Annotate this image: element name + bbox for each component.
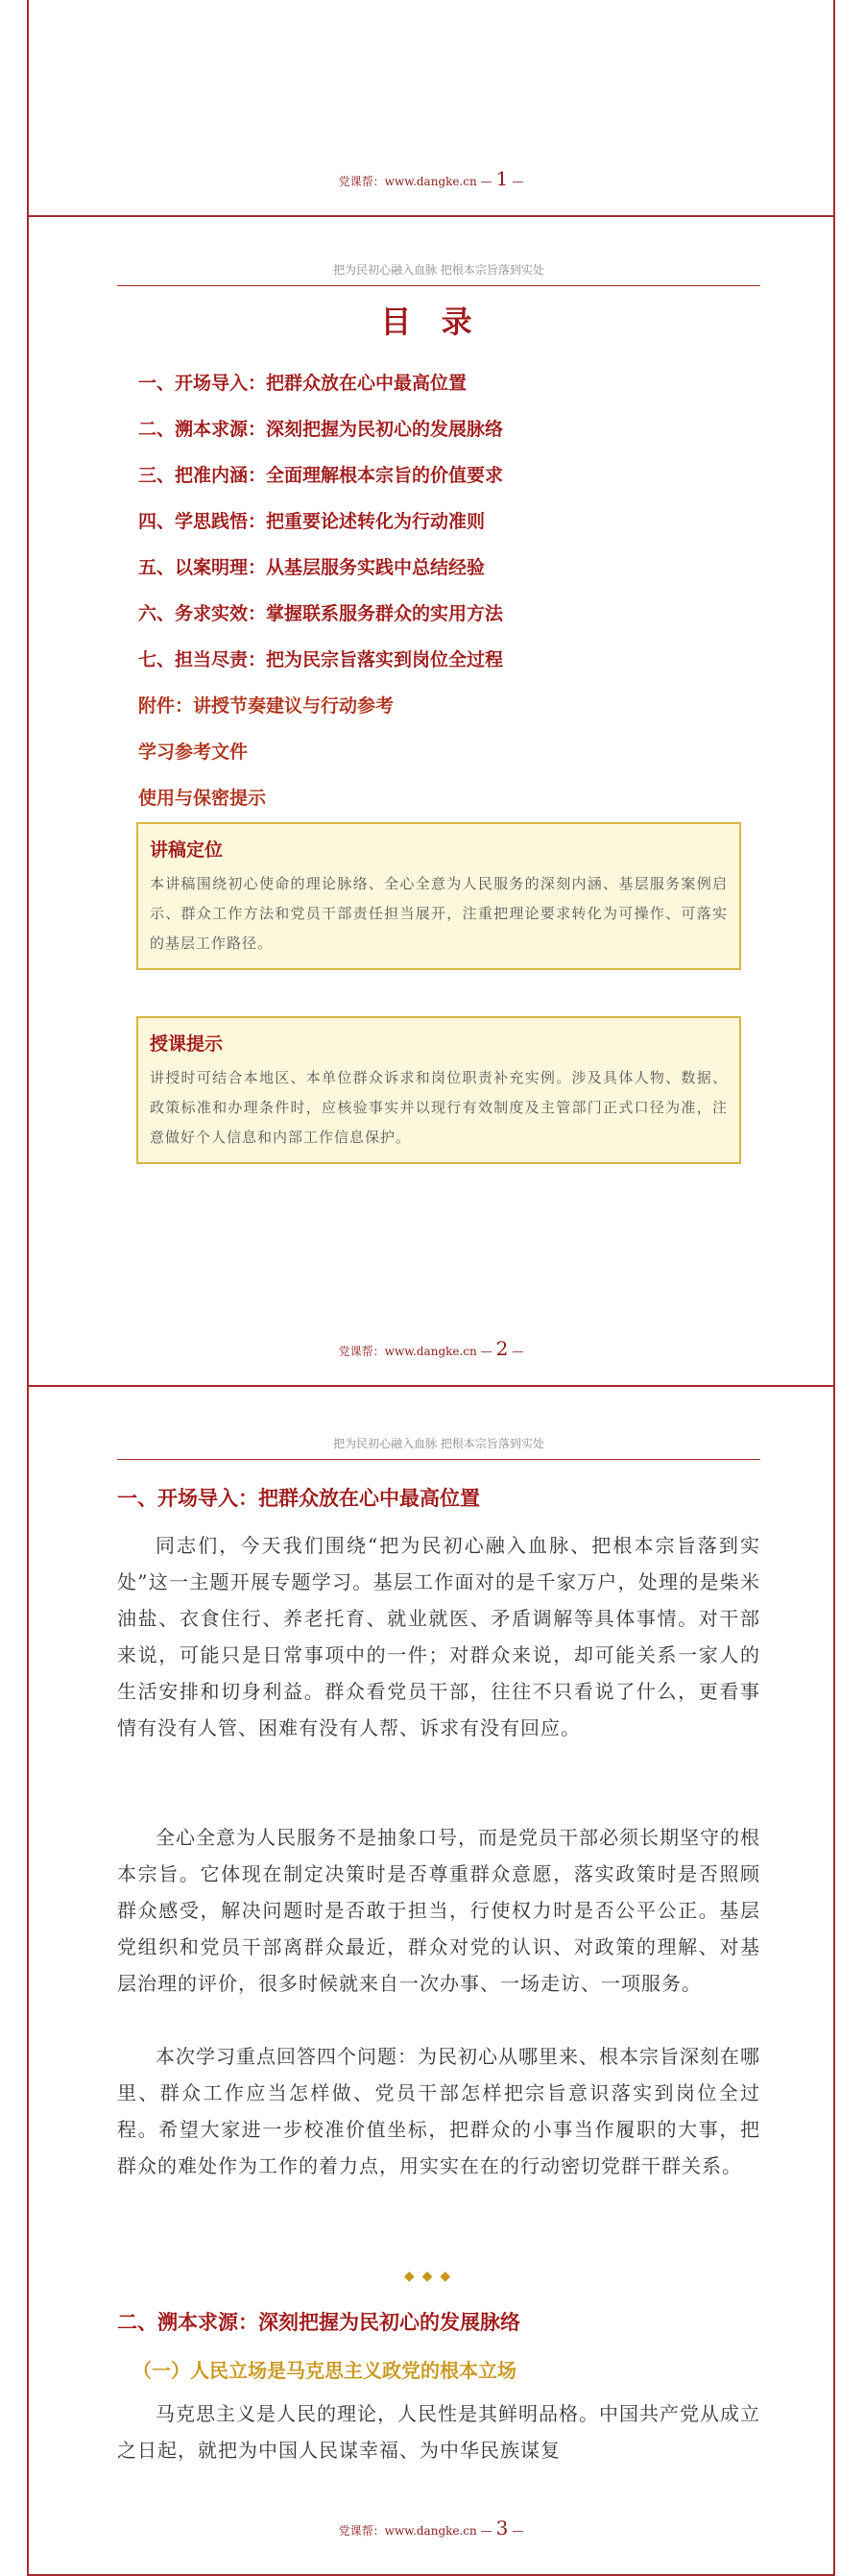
- body-paragraph: 马克思主义是人民的理论，人民性是其鲜明品格。中国共产党从成立之日起，就把为中国人民谋幸福、为中华民族谋复: [117, 2402, 760, 2462]
- toc-item[interactable]: 三、把准内涵：全面理解根本宗旨的价值要求: [138, 465, 504, 486]
- page-number: 3: [495, 2516, 509, 2540]
- note-body: 本讲稿围绕初心使命的理论脉络、全心全意为人民服务的深刻内涵、基层服务案例启示、群众工作方法和党员干部责任担当展开，注重把理论要求转化为可操作、可落实的基层工作路径。: [150, 875, 728, 952]
- toc-item[interactable]: 附件：讲授节奏建议与行动参考: [138, 695, 395, 717]
- footer-site: 党课帮：www.dangke.cn: [338, 175, 477, 188]
- note-box-positioning: [136, 822, 741, 970]
- toc-item[interactable]: 四、学思践悟：把重要论述转化为行动准则: [138, 511, 486, 532]
- toc-item[interactable]: 一、开场导入：把群众放在心中最高位置: [138, 373, 468, 394]
- toc-title: 目 录: [380, 304, 482, 340]
- page-footer: [29, 1337, 833, 1360]
- footer-dash: —: [512, 175, 524, 188]
- footer-site: 党课帮：www.dangke.cn: [338, 2524, 477, 2538]
- toc-item[interactable]: 七、担当尽责：把为民宗旨落实到岗位全过程: [138, 649, 504, 670]
- footer-dash: —: [512, 1345, 524, 1358]
- footer-dash: —: [480, 175, 492, 188]
- toc-item[interactable]: 使用与保密提示: [138, 788, 267, 809]
- footer-dash: —: [512, 2524, 524, 2538]
- body-paragraph: 同志们，今天我们围绕“把为民初心融入血脉、把根本宗旨落到实处”这一主题开展专题学习。基层工作面对的是千家万户，处理的是柴米油盐、衣食住行、养老托育、就业就医、矛盾调解等具体事情。对干部来说，可能只是日常事项中的一件；对群众来说，却可能关系一家人的生活安排和切身利益。群众看党员干部，往往不只看说了什么，更看事情有没有人管、困难有没有人帮、诉求有没有回应。: [117, 1534, 760, 1739]
- note-box-teaching-tips: [136, 1016, 741, 1164]
- page-number: 1: [495, 167, 509, 190]
- running-header: 把为民初心融入血脉 把根本宗旨落到实处: [117, 1435, 760, 1460]
- body-paragraph: 全心全意为人民服务不是抽象口号，而是党员干部必须长期坚守的根本宗旨。它体现在制定决策时是否尊重群众意愿，落实政策时是否照顾群众感受，解决问题时是否敢于担当，行使权力时是否公平公正。基层党组织和党员干部离群众最近，群众对党的认识、对政策的理解、对基层治理的评价，很多时候就来自一次办事、一场走访、一项服务。: [117, 1826, 760, 1995]
- footer-dash: —: [480, 2524, 492, 2538]
- section-heading: 一、开场导入：把群众放在心中最高位置: [117, 1487, 480, 1510]
- note-title: 讲稿定位: [150, 839, 224, 861]
- subsection-heading: （一）人民立场是马克思主义政党的根本立场: [132, 2359, 516, 2382]
- page-2: [27, 217, 835, 1387]
- page-number: 2: [495, 1337, 509, 1360]
- page-footer: [29, 167, 833, 190]
- running-header: 把为民初心融入血脉 把根本宗旨落到实处: [117, 261, 760, 286]
- note-title: 授课提示: [150, 1033, 224, 1055]
- note-body: 讲授时可结合本地区、本单位群众诉求和岗位职责补充实例。涉及具体人物、数据、政策标准和办理条件时，应核验事实并以现行有效制度及主管部门正式口径为准，注意做好个人信息和内部工作信息保护。: [150, 1069, 728, 1146]
- body-paragraph: 本次学习重点回答四个问题：为民初心从哪里来、根本宗旨深刻在哪里、群众工作应当怎样做、党员干部怎样把宗旨意识落实到岗位全过程。希望大家进一步校准价值坐标，把群众的小事当作履职的大事，把群众的难处作为工作的着力点，用实实在在的行动密切党群干群关系。: [117, 2045, 760, 2177]
- page-footer: [29, 2516, 833, 2540]
- page-1: [27, 0, 835, 217]
- toc-item[interactable]: 六、务求实效：掌握联系服务群众的实用方法: [138, 603, 504, 624]
- section-divider: ◆◆◆: [403, 2269, 459, 2284]
- footer-site: 党课帮：www.dangke.cn: [338, 1345, 477, 1358]
- section-heading: 二、溯本求源：深刻把握为民初心的发展脉络: [117, 2311, 520, 2334]
- footer-dash: —: [480, 1345, 492, 1358]
- toc-item[interactable]: 学习参考文件: [138, 741, 249, 763]
- page-3: [27, 1387, 835, 2576]
- toc-item[interactable]: 五、以案明理：从基层服务实践中总结经验: [138, 557, 486, 578]
- toc-item[interactable]: 二、溯本求源：深刻把握为民初心的发展脉络: [138, 419, 504, 440]
